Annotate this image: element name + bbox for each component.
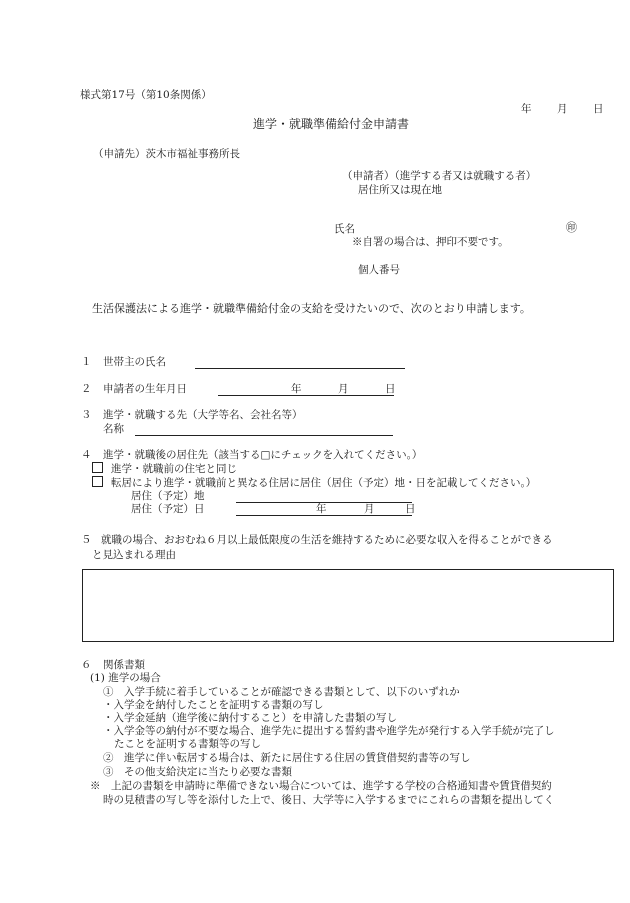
item3-label: 進学・就職する先（大学等名、会社名等）	[103, 409, 303, 421]
item5-number: ５	[81, 534, 92, 546]
name-label: 氏名	[334, 223, 355, 235]
item4-place-label: 居住（予定）地	[131, 490, 205, 502]
date-year-label: 年	[521, 103, 532, 115]
item6-b3a: ・入学金等の納付が不要な場合、進学先に提出する誓約書や進学先が発行する入学手続が完了し	[103, 725, 555, 737]
item4-option-same-label: 進学・就職前の住宅と同じ	[111, 463, 237, 475]
item3-input-line[interactable]	[135, 435, 393, 436]
item1-label: 世帯主の氏名	[103, 356, 166, 368]
item2-month-label: 月	[338, 383, 349, 395]
item6-b2: ・入学金延納（進学後に納付すること）を申請した書類の写し	[103, 712, 397, 724]
personal-number-label: 個人番号	[358, 264, 400, 276]
item1-input-line[interactable]	[195, 368, 405, 369]
item5-line2: と見込まれる理由	[92, 549, 176, 561]
date-day-label: 日	[593, 103, 604, 115]
item6-label: 関係書類	[103, 659, 145, 671]
item6-sub1: (1) 進学の場合	[90, 672, 161, 684]
item6-c1: ① 入学手続に着手していることが確認できる書類として、以下のいずれか	[103, 686, 460, 698]
applicant-heading: （申請者）（進学する者又は就職する者）	[342, 170, 537, 182]
item2-input-line[interactable]	[218, 395, 394, 396]
checkbox-icon[interactable]	[92, 462, 103, 473]
item4-number: ４	[81, 449, 92, 461]
item6-b1: ・入学金を納付したことを証明する書類の写し	[103, 699, 324, 711]
seal-note: ※自署の場合は、押印不要です。	[352, 236, 509, 248]
item5-line1: 就職の場合、おおむね６月以上最低限度の生活を維持するために必要な収入を得ることができる	[101, 534, 553, 546]
intro-text: 生活保護法による進学・就職準備給付金の支給を受けたいので、次のとおり申請します。	[92, 302, 531, 315]
item6-note-b: 時の見積書の写し等を添付した上で、後日、大学等に入学するまでにこれらの書類を提出してく	[103, 794, 555, 806]
item4-day-label: 日	[405, 503, 416, 515]
item2-day-label: 日	[385, 383, 396, 395]
item4-date-label: 居住（予定）日	[131, 503, 205, 515]
item2-year-label: 年	[291, 383, 302, 395]
item4-year-label: 年	[316, 503, 327, 515]
form-number: 様式第17号（第10条関係）	[80, 89, 212, 101]
item4-month-label: 月	[364, 503, 375, 515]
item6-c2: ② 進学に伴い転居する場合は、新たに居住する住居の賃貸借契約書等の写し	[103, 752, 471, 764]
item3-sub-label: 名称	[103, 423, 124, 435]
item4-option-move[interactable]	[92, 476, 536, 490]
seal-icon: ㊞	[566, 221, 577, 234]
item6-c3: ③ その他支給決定に当たり必要な書類	[103, 766, 292, 778]
address-label: 居住所又は現在地	[358, 184, 442, 196]
item1-number: １	[81, 356, 92, 368]
item5-reason-box[interactable]	[82, 569, 614, 642]
item6-b3b: たことを証明する書類等の写し	[114, 738, 261, 750]
item4-label: 進学・就職後の居住先（該当する□にチェックを入れてください。）	[103, 449, 423, 461]
item2-label: 申請者の生年月日	[103, 383, 187, 395]
page-title: 進学・就職準備給付金申請書	[253, 117, 410, 131]
item4-option-same[interactable]	[92, 462, 237, 476]
item6-number: ６	[81, 659, 92, 671]
item4-option-move-label: 転居により進学・就職前と異なる住居に居住（居住（予定）地・日を記載してください。）	[111, 477, 537, 489]
item2-number: ２	[81, 383, 92, 395]
date-month-label: 月	[557, 103, 568, 115]
checkbox-icon[interactable]	[92, 476, 103, 487]
item6-note-a: ※ 上記の書類を申請時に準備できない場合については、進学する学校の合格通知書や賃貸借契約	[90, 780, 552, 792]
item3-number: ３	[81, 409, 92, 421]
recipient: （申請先）茨木市福祉事務所長	[93, 148, 240, 160]
